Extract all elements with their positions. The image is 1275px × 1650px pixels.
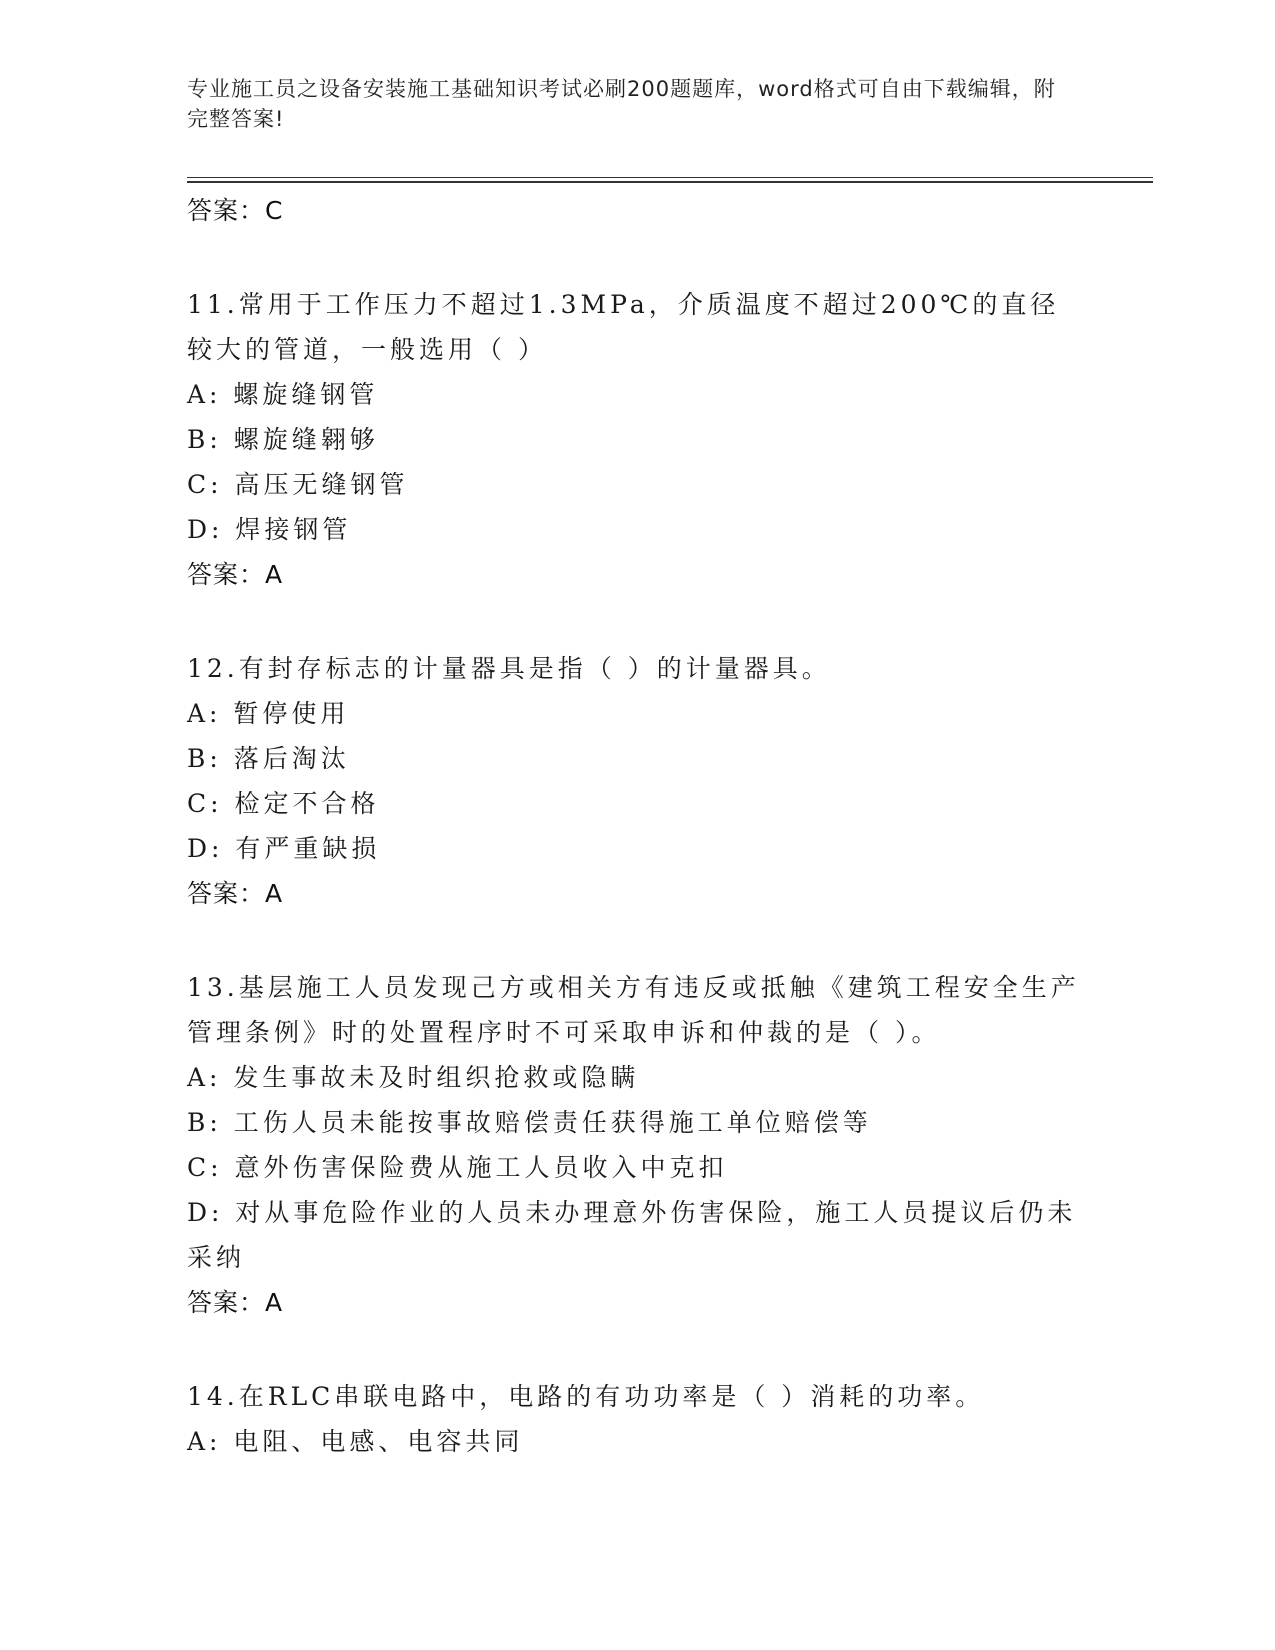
question-text: 12.有封存标志的计量器具是指（ ）的计量器具。 xyxy=(187,654,831,683)
header-divider-thick xyxy=(187,181,1153,183)
answer-q11: 答案：A xyxy=(187,560,284,589)
option-b: B: 螺旋缝翱够 xyxy=(187,425,379,454)
option-b: B: 工伤人员未能按事故赔偿责任获得施工单位赔偿等 xyxy=(187,1108,872,1137)
header-divider-thin xyxy=(187,177,1153,178)
option-a: A: 暂停使用 xyxy=(187,699,350,728)
option-c: C: 检定不合格 xyxy=(187,789,380,818)
question-list xyxy=(187,188,1087,1464)
question-text: 14.在RLC串联电路中，电路的有功功率是（ ）消耗的功率。 xyxy=(187,1382,985,1411)
question-item-14 xyxy=(187,1374,1087,1464)
option-c: C: 高压无缝钢管 xyxy=(187,470,409,499)
answer-q13: 答案：A xyxy=(187,1288,284,1317)
option-b: B: 落后淘汰 xyxy=(187,744,350,773)
option-d: D: 焊接钢管 xyxy=(187,515,352,544)
option-c: C: 意外伤害保险费从施工人员收入中克扣 xyxy=(187,1153,728,1182)
question-item-13 xyxy=(187,965,1087,1326)
question-item-12 xyxy=(187,646,1087,917)
option-a: A: 螺旋缝钢管 xyxy=(187,380,379,409)
question-text: 13.基层施工人员发现己方或相关方有违反或抵触《建筑工程安全生产管理条例》时的处置程序时不可采取申诉和仲裁的是（ ）。 xyxy=(187,973,1080,1047)
option-a: A: 发生事故未及时组织抢救或隐瞒 xyxy=(187,1063,640,1092)
question-item-11 xyxy=(187,282,1087,598)
answer-q12: 答案：A xyxy=(187,879,284,908)
option-d: D: 有严重缺损 xyxy=(187,834,381,863)
answer-q10: 答案：C xyxy=(187,196,284,225)
question-text: 11.常用于工作压力不超过1.3MPa，介质温度不超过200℃的直径较大的管道，一般选用（ ） xyxy=(187,290,1060,364)
option-d: D: 对从事危险作业的人员未办理意外伤害保险，施工人员提议后仍未采纳 xyxy=(187,1198,1077,1272)
option-a: A: 电阻、电感、电容共同 xyxy=(187,1427,524,1456)
page-header: 专业施工员之设备安装施工基础知识考试必刷200题题库，word格式可自由下载编辑，附完整答案! xyxy=(187,77,1056,131)
